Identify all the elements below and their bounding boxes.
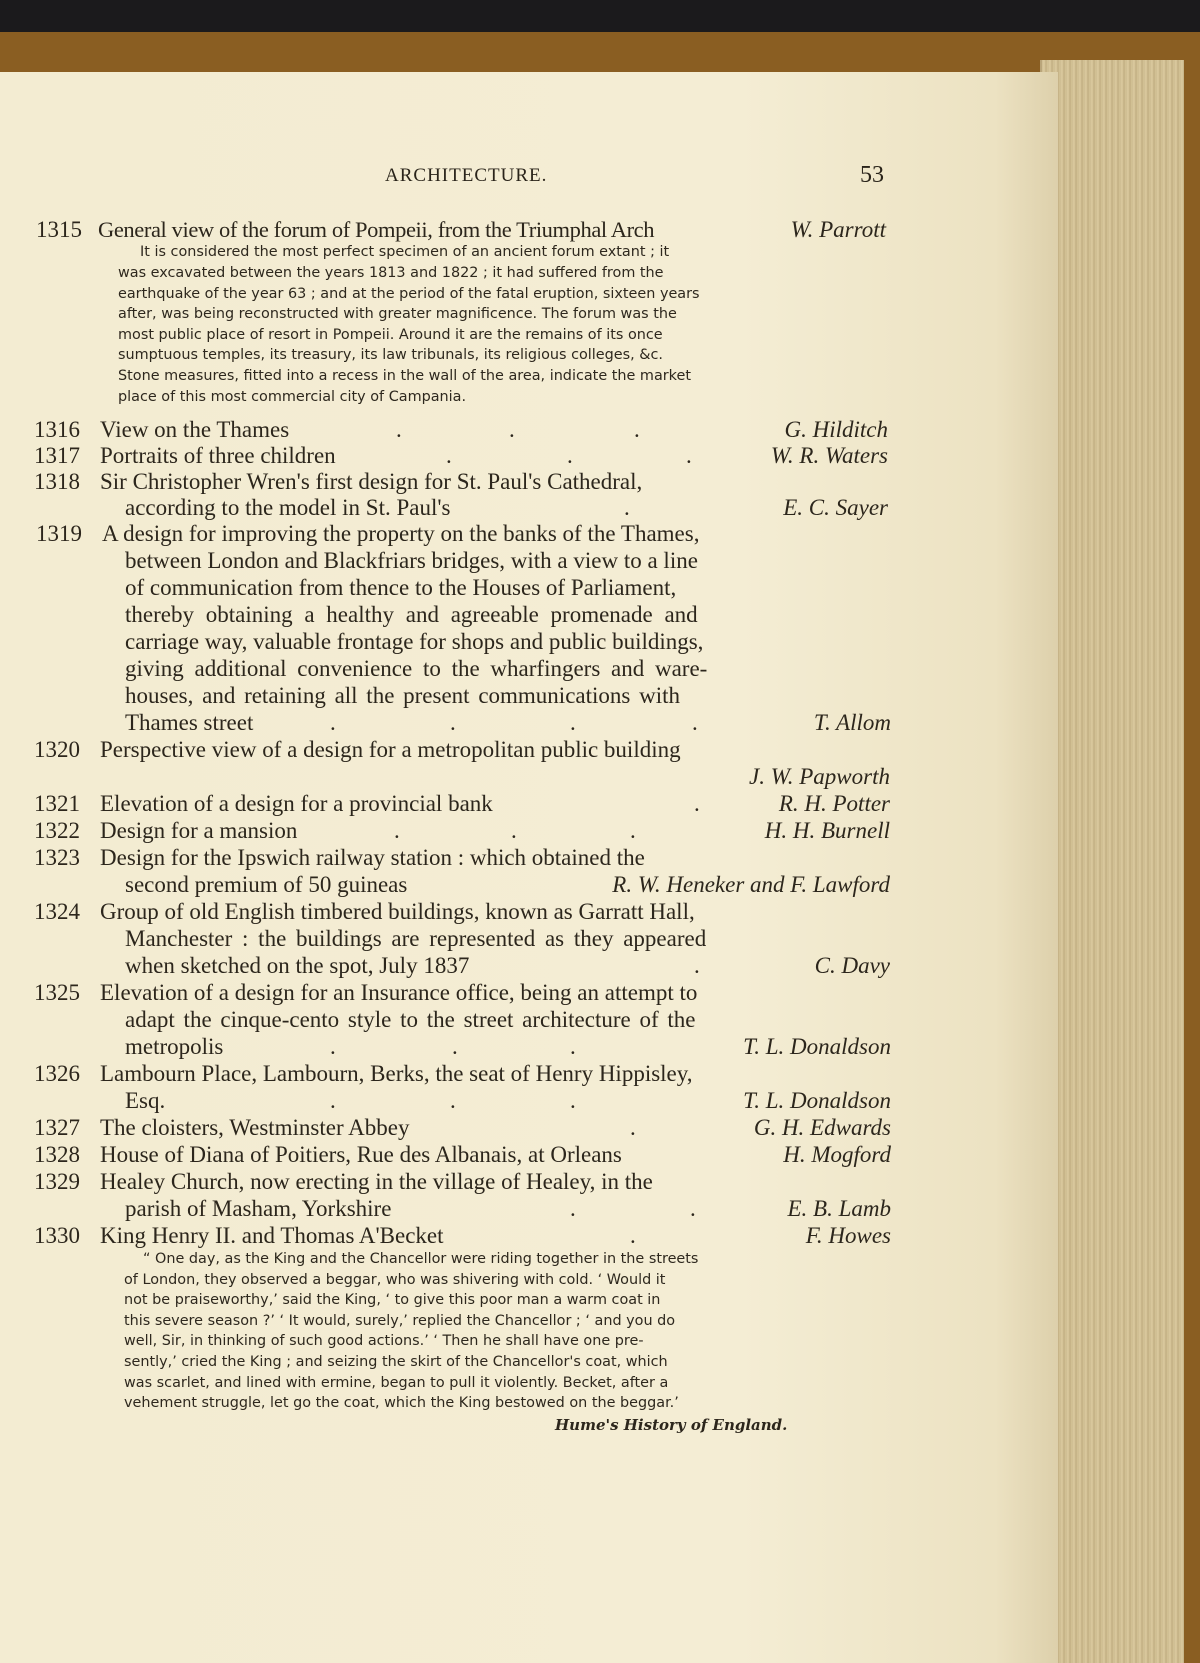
entry-author: R. W. Heneker and F. Lawford [612, 872, 890, 897]
entry-author: W. Parrott [790, 217, 886, 242]
entry-title-cont: Thames street [125, 710, 254, 735]
entry-number: 1328 [34, 1142, 80, 1167]
entry-number: 1319 [36, 521, 82, 546]
leader-dot: . [396, 417, 402, 442]
entry-title: Group of old English timbered buildings, known as Garratt Hall, [100, 899, 695, 924]
entry-title: Elevation of a design for a provincial bank [100, 791, 493, 816]
running-header: ARCHITECTURE. [385, 165, 548, 186]
entry-number: 1326 [34, 1061, 80, 1086]
entry-note-line: sumptuous temples, its treasury, its law tribunals, its religious colleges, &c. [118, 347, 663, 363]
leader-dot: . [694, 953, 700, 978]
entry-title: Healey Church, now erecting in the village of Healey, in the [100, 1169, 653, 1194]
entry-number: 1325 [34, 980, 80, 1005]
leader-dot: . [330, 710, 336, 735]
entry-author: E. B. Lamb [787, 1196, 891, 1221]
leader-dot: . [567, 443, 573, 468]
entry-author: H. Mogford [783, 1142, 891, 1167]
entry-title-cont: thereby obtaining a healthy and agreeable promenade and [125, 602, 698, 627]
entry-title: Design for the Ipswich railway station : which obtained the [100, 845, 645, 870]
entry-note-line: sently,’ cried the King ; and seizing the skirt of the Chancellor's coat, which [124, 1354, 668, 1370]
entry-title-cont: between London and Blackfriars bridges, with a view to a line [125, 548, 698, 573]
entry-title: King Henry II. and Thomas A'Becket [100, 1223, 444, 1248]
entry-title: House of Diana of Poitiers, Rue des Albanais, at Orleans [100, 1142, 622, 1167]
entry-note-line: not be praiseworthy,’ said the King, ‘ to give this poor man a warm coat in [124, 1292, 661, 1308]
entry-title-cont: giving additional convenience to the wharfingers and ware- [125, 656, 708, 681]
leader-dot: . [570, 1196, 576, 1221]
entry-number: 1317 [34, 443, 80, 468]
entry-title-cont: Manchester : the buildings are represented as they appeared [125, 926, 707, 951]
leader-dot: . [330, 1034, 336, 1059]
entry-note-line: of London, they observed a beggar, who was shivering with cold. ‘ Would it [124, 1272, 666, 1288]
leader-dot: . [511, 818, 517, 843]
entry-number: 1321 [34, 791, 80, 816]
leader-dot: . [330, 1088, 336, 1113]
leader-dot: . [692, 710, 698, 735]
leader-dot: . [450, 1088, 456, 1113]
entry-author: T. L. Donaldson [743, 1034, 891, 1059]
leader-dot: . [630, 1223, 636, 1248]
entry-author: G. Hilditch [784, 417, 888, 442]
entry-title: General view of the forum of Pompeii, from the Triumphal Arch [98, 217, 655, 242]
entry-author: C. Davy [814, 953, 890, 978]
entry-note-line: after, was being reconstructed with greater magnificence. The forum was the [118, 306, 677, 322]
entry-note-line: “ One day, as the King and the Chancellor were riding together in the streets [143, 1251, 699, 1267]
entry-author: T. Allom [813, 710, 891, 735]
entry-title: View on the Thames [100, 417, 290, 442]
entry-number: 1316 [34, 417, 80, 442]
entry-title: The cloisters, Westminster Abbey [100, 1115, 410, 1140]
entry-author: J. W. Papworth [749, 764, 890, 789]
entry-note-line: vehement struggle, let go the coat, which the King bestowed on the beggar.’ [124, 1395, 679, 1411]
leader-dot: . [509, 417, 515, 442]
entry-title-cont: when sketched on the spot, July 1837 [125, 953, 470, 978]
entry-note-line: was excavated between the years 1813 and 1822 ; it had suffered from the [118, 265, 664, 281]
entry-note-line: Stone measures, fitted into a recess in the wall of the area, indicate the market [118, 368, 692, 384]
entry-title: A design for improving the property on the banks of the Thames, [102, 521, 700, 546]
entry-author: H. H. Burnell [764, 818, 890, 843]
leader-dot: . [630, 1115, 636, 1140]
entry-title-cont: metropolis [125, 1034, 224, 1059]
entry-title-cont: Esq. [125, 1088, 166, 1113]
entry-number: 1318 [34, 469, 80, 494]
entry-note-line: this severe season ?’ ‘ It would, surely,’ replied the Chancellor ; ‘ and you do [124, 1313, 676, 1329]
leader-dot: . [624, 495, 630, 520]
entry-number: 1329 [34, 1169, 80, 1194]
leader-dot: . [686, 443, 692, 468]
entry-title-cont: second premium of 50 guineas [125, 872, 408, 897]
leader-dot: . [446, 443, 452, 468]
citation: Hume's History of England. [555, 1416, 788, 1434]
entry-note-line: was scarlet, and lined with ermine, began to pull it violently. Becket, after a [124, 1375, 669, 1391]
leader-dot: . [452, 1034, 458, 1059]
entry-author: E. C. Sayer [783, 495, 888, 520]
entry-note-line: well, Sir, in thinking of such good actions.’ ‘ Then he shall have one pre- [124, 1333, 644, 1349]
entry-number: 1324 [34, 899, 80, 924]
entry-note-line: most public place of resort in Pompeii. Around it are the remains of its once [118, 327, 663, 343]
entry-note-line: place of this most commercial city of Campania. [118, 389, 467, 405]
entry-title-cont: of communication from thence to the Houses of Parliament, [125, 575, 677, 600]
entry-number: 1330 [34, 1223, 80, 1248]
entry-title-cont: houses, and retaining all the present communications with [125, 683, 680, 708]
leader-dot: . [630, 818, 636, 843]
leader-dot: . [570, 1034, 576, 1059]
entry-title: Lambourn Place, Lambourn, Berks, the seat of Henry Hippisley, [100, 1061, 693, 1086]
entry-author: F. Howes [805, 1223, 891, 1248]
entry-number: 1323 [34, 845, 80, 870]
entry-author: R. H. Potter [778, 791, 890, 816]
leader-dot: . [450, 710, 456, 735]
entry-title-cont: parish of Masham, Yorkshire [125, 1196, 392, 1221]
leader-dot: . [570, 710, 576, 735]
leader-dot: . [634, 417, 640, 442]
entry-title-cont: carriage way, valuable frontage for shops and public buildings, [125, 629, 704, 654]
leader-dot: . [694, 791, 700, 816]
entry-title: Design for a mansion [100, 818, 298, 843]
entry-note-line: earthquake of the year 63 ; and at the period of the fatal eruption, sixteen years [118, 286, 700, 302]
page-edges [1040, 60, 1184, 1663]
entry-note-line: It is considered the most perfect specimen of an ancient forum extant ; it [140, 244, 670, 260]
entry-number: 1320 [34, 737, 80, 762]
entry-title: Sir Christopher Wren's first design for St. Paul's Cathedral, [100, 469, 643, 494]
entry-title: Portraits of three children [100, 443, 336, 468]
entry-author: W. R. Waters [770, 443, 888, 468]
leader-dot: . [394, 818, 400, 843]
entry-author: G. H. Edwards [753, 1115, 891, 1140]
leader-dot: . [570, 1088, 576, 1113]
entry-title-cont: according to the model in St. Paul's [125, 495, 451, 520]
entry-title: Elevation of a design for an Insurance office, being an attempt to [100, 980, 698, 1005]
entry-number: 1322 [34, 818, 80, 843]
entry-number: 1327 [34, 1115, 80, 1140]
entry-title: Perspective view of a design for a metropolitan public building [100, 737, 681, 762]
page-number: 53 [860, 162, 884, 188]
entry-author: T. L. Donaldson [743, 1088, 891, 1113]
leader-dot: . [690, 1196, 696, 1221]
entry-title-cont: adapt the cinque-cento style to the street architecture of the [125, 1007, 696, 1032]
entry-number: 1315 [36, 217, 82, 242]
